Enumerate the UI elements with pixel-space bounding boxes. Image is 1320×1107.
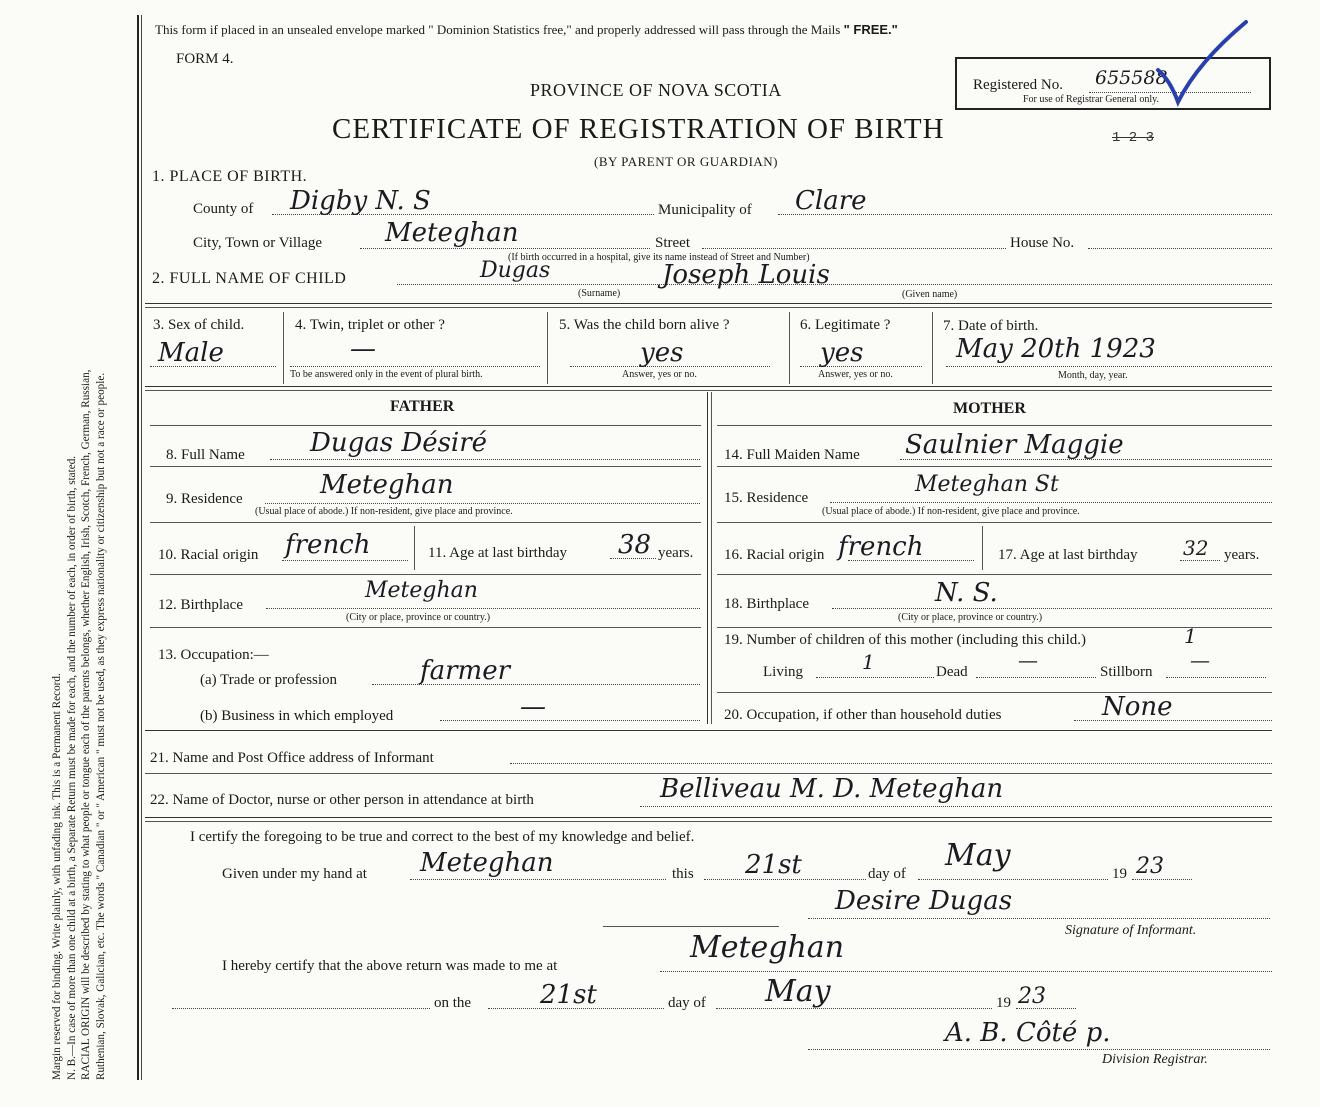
mother-age-value: 32: [1183, 536, 1209, 560]
trade-label: (a) Trade or profession: [200, 672, 338, 688]
dob-note: Month, day, year.: [1058, 370, 1128, 381]
margin-border: [137, 15, 139, 1080]
father-name-value: Dugas Désiré: [310, 428, 488, 458]
municipality-value: Clare: [795, 186, 867, 216]
father-residence-label: 9. Residence: [166, 491, 243, 507]
margin-line-1: Margin reserved for binding. Write plainly, with unfading ink. This is a Permanent Record.: [51, 673, 63, 1080]
margin-line-3: RACIAL ORIGIN will be described by stating to what people or tongue each of the parents belongs, whether English, Irish, Scotch, French, German, Russian,: [80, 369, 92, 1080]
registrar-general-note: For use of Registrar General only.: [1023, 94, 1159, 105]
mother-birthplace-value: N. S.: [935, 578, 998, 608]
child-surname: Dugas: [480, 258, 551, 283]
informant-signature: Desire Dugas: [835, 886, 1013, 916]
house-number-label: House No.: [1010, 235, 1075, 251]
province-heading: PROVINCE OF NOVA SCOTIA: [530, 80, 782, 100]
given-day-of-label: day of: [868, 866, 906, 882]
dead-value: —: [1018, 648, 1038, 672]
twin-value: —: [350, 334, 376, 364]
children-count-label: 19. Number of children of this mother (including this child.): [724, 632, 1087, 648]
mother-residence-value: Meteghan St: [915, 472, 1059, 497]
form-number: FORM 4.: [176, 51, 234, 67]
legitimate-note: Answer, yes or no.: [818, 369, 893, 380]
father-heading: FATHER: [390, 398, 455, 415]
margin-line-4: Ruthenian, Slovak, Galician, etc. The words " Canadian " or " American " must not be used, as they express nationality or citizenship but not a race or people.: [94, 372, 107, 1080]
mother-racial-value: french: [838, 532, 924, 562]
dob-label: 7. Date of birth.: [943, 318, 1039, 334]
doctor-value: Belliveau M. D. Meteghan: [660, 774, 1004, 804]
registered-number: 655588: [1095, 67, 1168, 89]
informant-signature-label: Signature of Informant.: [1065, 923, 1197, 938]
mother-occupation-label: 20. Occupation, if other than household duties: [724, 707, 1002, 723]
twin-label: 4. Twin, triplet or other ?: [295, 317, 445, 333]
sex-label: 3. Sex of child.: [153, 317, 245, 333]
father-age-label: 11. Age at last birthday: [428, 545, 567, 561]
child-given-name: Joseph Louis: [662, 260, 830, 290]
legitimate-value: yes: [820, 338, 864, 368]
children-count-value: 1: [1184, 624, 1197, 648]
stillborn-label: Stillborn: [1100, 664, 1153, 680]
father-racial-value: french: [285, 530, 371, 560]
margin-border-inner: [141, 15, 142, 1080]
registrar-signature: A. B. Côté p.: [945, 1018, 1111, 1048]
mother-residence-note: (Usual place of abode.) If non-resident, give place and province.: [822, 506, 1080, 517]
child-name-label: 2. FULL NAME OF CHILD: [152, 270, 347, 287]
father-residence-value: Meteghan: [320, 470, 454, 500]
given-day-value: 21st: [745, 850, 802, 880]
given-year-prefix: 19: [1112, 866, 1127, 882]
return-statement: I hereby certify that the above return was made to me at: [222, 958, 558, 974]
father-racial-label: 10. Racial origin: [158, 547, 259, 563]
given-place-value: Meteghan: [420, 848, 554, 878]
margin-instructions: [50, 10, 108, 1080]
born-alive-value: yes: [640, 338, 684, 368]
return-day-value: 21st: [540, 980, 597, 1010]
mother-heading: MOTHER: [953, 400, 1026, 417]
occupation-label: 13. Occupation:—: [158, 647, 269, 663]
mother-birthplace-note: (City or place, province or country.): [898, 612, 1043, 623]
return-year-suffix: 23: [1018, 984, 1046, 1009]
given-year-suffix: 23: [1136, 854, 1164, 879]
return-place-value: Meteghan: [690, 930, 845, 965]
city-label: City, Town or Village: [193, 235, 323, 251]
hospital-note: (If birth occurred in a hospital, give its name instead of Street and Number): [508, 252, 810, 263]
father-name-label: 8. Full Name: [166, 447, 245, 463]
county-value: Digby N. S: [290, 186, 431, 216]
dob-value: May 20th 1923: [956, 334, 1156, 364]
given-at-label: Given under my hand at: [222, 866, 367, 882]
mother-racial-label: 16. Racial origin: [724, 547, 825, 563]
doctor-label: 22. Name of Doctor, nurse or other person in attendance at birth: [150, 792, 534, 808]
father-birthplace-note: (City or place, province or country.): [346, 612, 491, 623]
certify-statement: I certify the foregoing to be true and correct to the best of my knowledge and belief.: [190, 829, 695, 845]
mother-name-label: 14. Full Maiden Name: [724, 447, 860, 463]
twin-note: To be answered only in the event of plural birth.: [290, 369, 483, 380]
return-day-of-label: day of: [668, 995, 706, 1011]
check-mark-icon: [1150, 18, 1255, 108]
mother-name-value: Saulnier Maggie: [905, 430, 1124, 460]
margin-line-2: N. B.—In case of more than one child at a birth, a Separate Return must be made for each, and the number of each, in order of birth, stated.: [65, 455, 78, 1080]
legitimate-label: 6. Legitimate ?: [800, 317, 891, 333]
city-value: Meteghan: [385, 218, 519, 248]
sex-value: Male: [158, 338, 224, 368]
mail-notice: This form if placed in an unsealed envelope marked " Dominion Statistics free," and properly addressed will pass through the Mails " FREE.": [155, 22, 898, 37]
business-label: (b) Business in which employed: [200, 708, 394, 724]
mail-free-label: " FREE.": [843, 22, 898, 37]
trade-value: farmer: [420, 656, 511, 686]
living-value: 1: [862, 650, 875, 674]
certificate-title: CERTIFICATE OF REGISTRATION OF BIRTH: [332, 113, 945, 145]
stillborn-value: —: [1190, 648, 1210, 672]
return-year-prefix: 19: [996, 995, 1011, 1011]
street-label: Street: [655, 235, 690, 251]
dead-label: Dead: [936, 664, 968, 680]
registered-no-label: Registered No.: [973, 77, 1063, 93]
living-label: Living: [763, 664, 803, 680]
given-month-value: May: [945, 838, 1011, 873]
business-value: —: [520, 692, 546, 722]
division-registrar-label: Division Registrar.: [1102, 1052, 1208, 1067]
mother-age-label: 17. Age at last birthday: [998, 547, 1138, 563]
born-alive-label: 5. Was the child born alive ?: [559, 317, 730, 333]
given-name-caption: (Given name): [902, 289, 958, 300]
county-label: County of: [193, 201, 254, 217]
mother-birthplace-label: 18. Birthplace: [724, 596, 809, 612]
certificate-subtitle: (BY PARENT OR GUARDIAN): [594, 154, 779, 169]
father-birthplace-label: 12. Birthplace: [158, 597, 243, 613]
place-of-birth-heading: 1. PLACE OF BIRTH.: [152, 168, 308, 185]
return-month-value: May: [765, 974, 831, 1009]
father-years-label: years.: [658, 545, 694, 561]
born-alive-note: Answer, yes or no.: [622, 369, 697, 380]
ink-stamp: 1 2 3: [1112, 130, 1155, 146]
mother-years-label: years.: [1224, 547, 1260, 563]
mother-occupation-value: None: [1102, 692, 1173, 722]
father-age-value: 38: [618, 530, 652, 560]
surname-caption: (Surname): [578, 288, 621, 299]
father-residence-note: (Usual place of abode.) If non-resident, give place and province.: [255, 506, 513, 517]
mother-residence-label: 15. Residence: [724, 490, 809, 506]
informant-label: 21. Name and Post Office address of Informant: [150, 750, 434, 766]
this-label: this: [672, 866, 694, 882]
municipality-label: Municipality of: [658, 202, 752, 218]
on-the-label: on the: [434, 995, 472, 1011]
father-birthplace-value: Meteghan: [365, 578, 478, 603]
